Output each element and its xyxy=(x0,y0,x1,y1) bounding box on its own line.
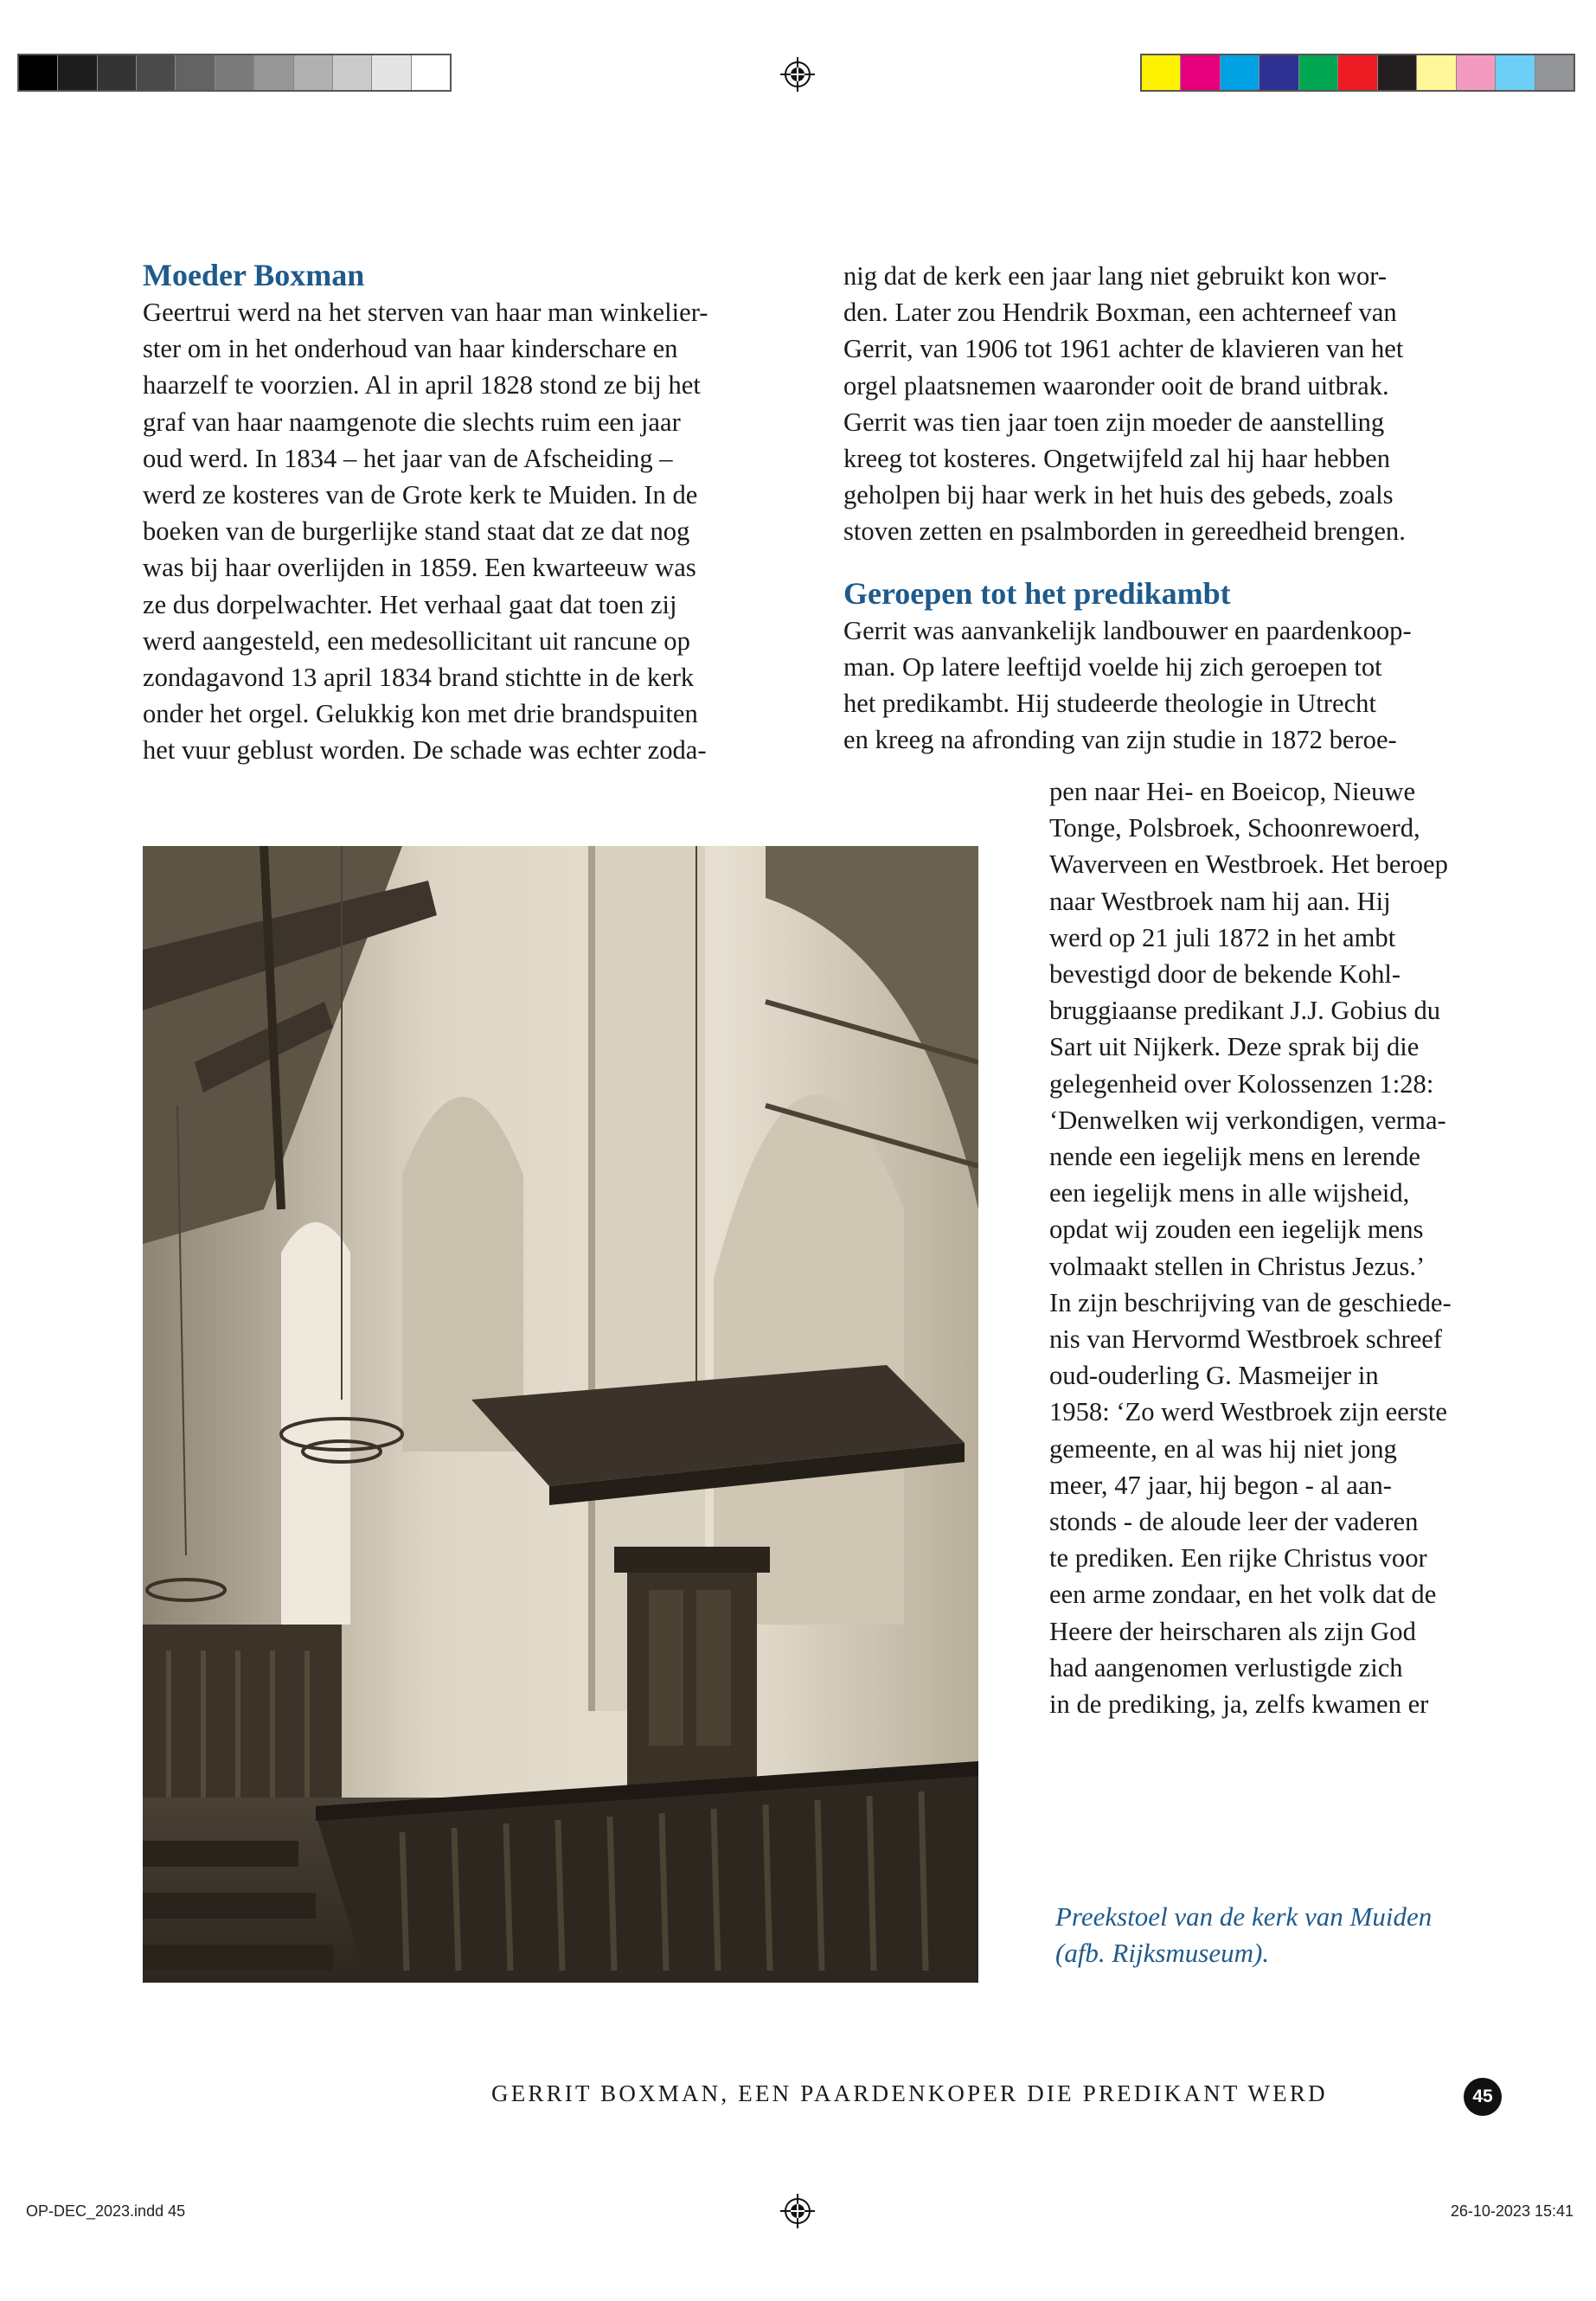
text-line: zondagavond 13 april 1834 brand stichtte in de kerk xyxy=(143,663,695,693)
text-line: werd aangesteld, een medesollicitant uit rancune op xyxy=(143,625,690,656)
color-swatch xyxy=(333,55,372,90)
color-swatch xyxy=(176,55,215,90)
text-line: graf van haar naamgenote die slechts ruim een jaar xyxy=(143,407,681,437)
text-line: Gerrit was aanvankelijk landbouwer en paardenkoop- xyxy=(843,615,1412,645)
gray-swatch-bar xyxy=(17,54,452,92)
running-footer-title: GERRIT BOXMAN, EEN PAARDENKOPER DIE PREDIKANT WERD xyxy=(491,2080,1328,2106)
color-swatch xyxy=(1378,55,1417,90)
text-line: 1958: ‘Zo werd Westbroek zijn eerste xyxy=(1049,1397,1447,1427)
color-swatch xyxy=(1259,55,1298,90)
color-swatch xyxy=(98,55,137,90)
text-line: naar Westbroek nam hij aan. Hij xyxy=(1049,886,1391,916)
text-line: gelegenheid over Kolossenzen 1:28: xyxy=(1049,1068,1434,1099)
color-swatch xyxy=(254,55,293,90)
text-line: Gerrit, van 1906 tot 1961 achter de klavieren van het xyxy=(843,334,1404,364)
text-line: oud-ouderling G. Masmeijer in xyxy=(1049,1361,1379,1391)
caption-line: Preekstoel van de kerk van Muiden xyxy=(1055,1901,1433,1932)
photo-caption xyxy=(1055,1899,1522,1971)
text-line: meer, 47 jaar, hij begon - al aan- xyxy=(1049,1470,1392,1500)
text-line: Heere der heirscharen als zijn God xyxy=(1049,1616,1416,1646)
heading-geroepen: Geroepen tot het predikambt xyxy=(843,575,1231,611)
slug-file-info: OP-DEC_2023.indd 45 xyxy=(26,2202,186,2220)
text-line: gemeente, en al was hij niet jong xyxy=(1049,1433,1397,1464)
color-swatch xyxy=(58,55,97,90)
text-line: man. Op latere leeftijd voelde hij zich geroepen tot xyxy=(843,651,1382,682)
text-line: boeken van de burgerlijke stand staat dat ze dat nog xyxy=(143,516,690,547)
text-line: oud werd. In 1834 – het jaar van de Afscheiding – xyxy=(143,443,673,473)
text-line: een iegelijk mens in alle wijsheid, xyxy=(1049,1178,1410,1208)
color-swatch xyxy=(1457,55,1496,90)
text-line: geholpen bij haar werk in het huis des gebeds, zoals xyxy=(843,480,1394,510)
text-line: ster om in het onderhoud van haar kinderschare en xyxy=(143,334,678,364)
text-line: volmaakt stellen in Christus Jezus.’ xyxy=(1049,1251,1426,1281)
color-swatch xyxy=(19,55,58,90)
color-swatch xyxy=(1299,55,1338,90)
color-swatch xyxy=(1142,55,1181,90)
text-line: pen naar Hei- en Boeicop, Nieuwe xyxy=(1049,777,1416,806)
text-line: den. Later zou Hendrik Boxman, een achterneef van xyxy=(843,298,1397,328)
text-line: nende een iegelijk mens en lerende xyxy=(1049,1142,1420,1172)
left-column-body xyxy=(143,294,787,769)
text-line: bruggiaanse predikant J.J. Gobius du xyxy=(1049,996,1441,1026)
text-line: het vuur geblust worden. De schade was echter zoda- xyxy=(143,735,707,766)
text-line: bevestigd door de bekende Kohl- xyxy=(1049,959,1401,990)
color-swatch xyxy=(1417,55,1456,90)
text-line: Waverveen en Westbroek. Het beroep xyxy=(1049,849,1448,880)
color-swatch xyxy=(372,55,411,90)
text-line: het predikambt. Hij studeerde theologie in Utrecht xyxy=(843,689,1376,719)
right-column xyxy=(843,258,1518,758)
text-line: was bij haar overlijden in 1859. Een kwarteeuw was xyxy=(143,553,696,583)
text-line: Gerrit was tien jaar toen zijn moeder de aanstelling xyxy=(843,407,1385,437)
text-line: In zijn beschrijving van de geschiede- xyxy=(1049,1287,1452,1317)
text-line: te prediken. Een rijke Christus voor xyxy=(1049,1543,1427,1574)
color-swatch xyxy=(1496,55,1535,90)
page-number: 45 xyxy=(1464,2078,1502,2116)
text-line: kreeg tot kosteres. Ongetwijfeld zal hij haar hebben xyxy=(843,444,1391,474)
text-line: opdat wij zouden een iegelijk mens xyxy=(1049,1215,1424,1245)
color-swatch xyxy=(1338,55,1377,90)
wrap-column xyxy=(1049,773,1534,1722)
church-pulpit-photo xyxy=(143,846,978,1983)
heading-moeder-boxman: Moeder Boxman xyxy=(143,258,365,292)
color-swatch xyxy=(215,55,254,90)
text-line: een arme zondaar, en het volk dat de xyxy=(1049,1580,1437,1610)
section-body xyxy=(843,612,1518,759)
text-line: stoven zetten en psalmborden in gereedheid brengen. xyxy=(843,516,1406,547)
registration-mark-icon xyxy=(780,2194,815,2228)
text-line: nig dat de kerk een jaar lang niet gebruikt kon wor- xyxy=(843,261,1388,291)
text-line: en kreeg na afronding van zijn studie in 1872 beroe- xyxy=(843,725,1397,755)
right-column-body xyxy=(843,258,1518,550)
text-line: haarzelf te voorzien. Al in april 1828 stond ze bij het xyxy=(143,370,701,401)
text-line: onder het orgel. Gelukkig kon met drie brandspuiten xyxy=(143,699,698,729)
text-line: ze dus dorpelwachter. Het verhaal gaat dat toen zij xyxy=(143,589,677,619)
text-line: Tonge, Polsbroek, Schoonrewoerd, xyxy=(1049,813,1420,843)
color-swatch xyxy=(137,55,176,90)
caption-line: (afb. Rijksmuseum). xyxy=(1055,1938,1270,1968)
text-line: stonds - de aloude leer der vaderen xyxy=(1049,1507,1419,1537)
text-line: in de prediking, ja, zelfs kwamen er xyxy=(1049,1689,1429,1720)
text-line: ‘Denwelken wij verkondigen, verma- xyxy=(1049,1105,1446,1135)
text-line: orgel plaatsnemen waaronder ooit de brand uitbrak. xyxy=(843,370,1389,401)
left-column xyxy=(143,256,787,769)
text-line: werd op 21 juli 1872 in het ambt xyxy=(1049,922,1396,952)
color-swatch xyxy=(1181,55,1220,90)
color-swatch xyxy=(1535,55,1574,90)
text-line: Geertrui werd na het sterven van haar man winkelier- xyxy=(143,298,708,327)
color-swatch xyxy=(1221,55,1259,90)
color-swatch xyxy=(294,55,333,90)
color-swatch xyxy=(412,55,450,90)
text-line: Sart uit Nijkerk. Deze sprak bij die xyxy=(1049,1032,1420,1062)
wrap-column-body xyxy=(1049,773,1534,1722)
color-swatch-bar xyxy=(1140,54,1575,92)
text-line: had aangenomen verlustigde zich xyxy=(1049,1652,1403,1682)
text-line: werd ze kosteres van de Grote kerk te Muiden. In de xyxy=(143,480,698,510)
slug-date-time: 26-10-2023 15:41 xyxy=(1450,2202,1574,2220)
registration-mark-icon xyxy=(780,57,815,92)
text-line: nis van Hervormd Westbroek schreef xyxy=(1049,1324,1443,1355)
